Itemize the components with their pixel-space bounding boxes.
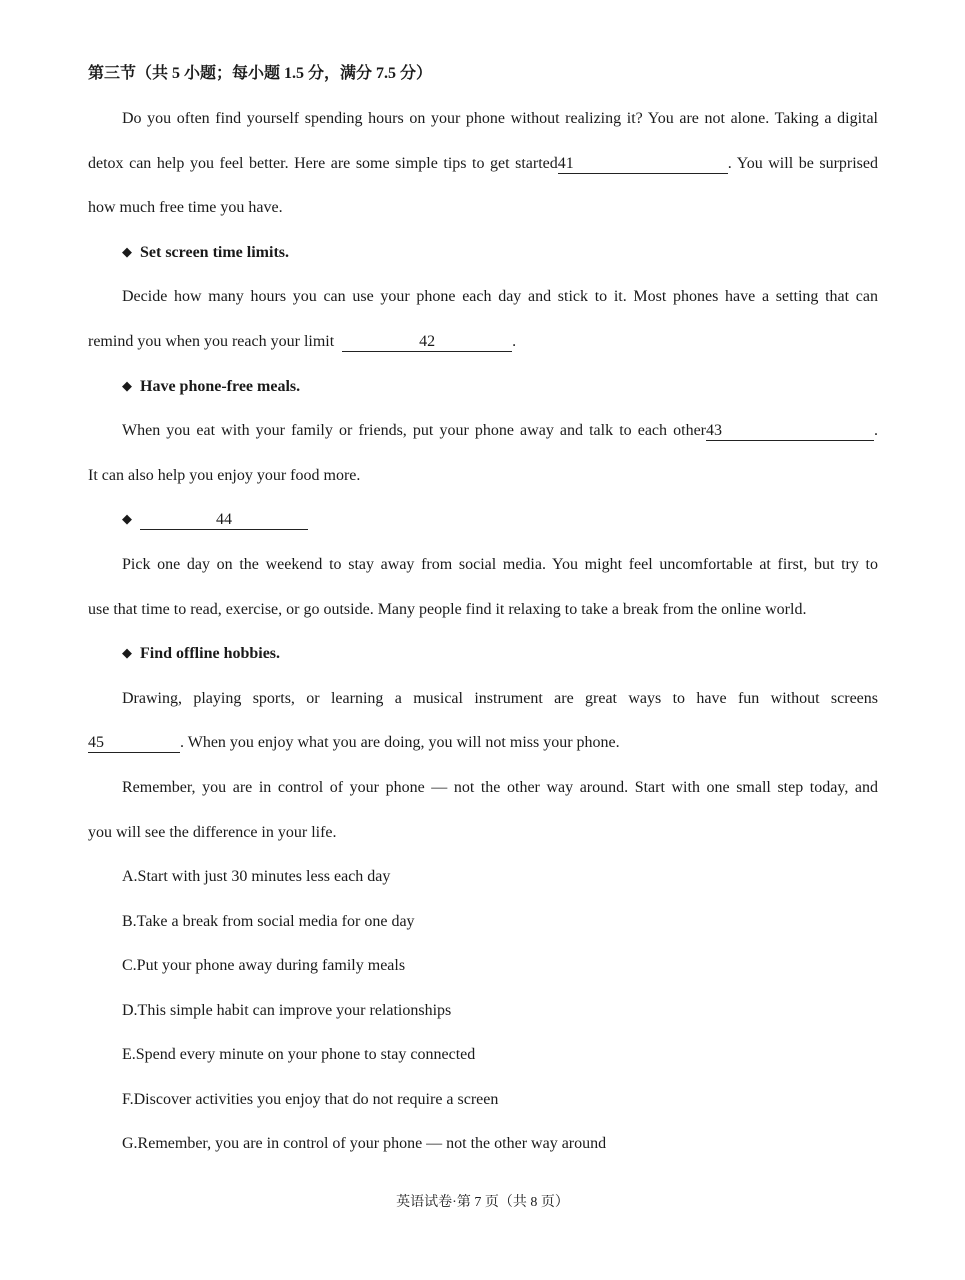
- tip4-line1: Drawing, playing sports, or learning a musical instrument are great ways to have fun without screens: [122, 690, 878, 707]
- para1-line1: Do you often find yourself spending hours on your phone without realizing it? You are not alone. Taking a digital: [122, 110, 878, 127]
- tip2-line1: [122, 421, 878, 441]
- para1-line2: [88, 154, 878, 174]
- tip1-line2-before: remind you when you reach your limit: [88, 333, 335, 350]
- option-a[interactable]: A.Start with just 30 minutes less each day: [122, 868, 391, 885]
- para1-line2-after: . You will be surprised: [727, 155, 879, 172]
- option-f[interactable]: F.Discover activities you enjoy that do not require a screen: [122, 1091, 499, 1108]
- para1-line3: how much free time you have.: [88, 199, 283, 216]
- option-g[interactable]: G.Remember, you are in control of your phone — not the other way around: [122, 1135, 607, 1152]
- section-title: 第三节（共 5 小题；每小题 1.5 分，满分 7.5 分）: [88, 65, 433, 82]
- tip2-heading: Have phone-free meals.: [140, 378, 301, 395]
- option-b[interactable]: B.Take a break from social media for one day: [122, 913, 415, 930]
- tip3-line2: use that time to read, exercise, or go outside. Many people find it relaxing to take a break from the online world.: [88, 601, 807, 618]
- tip2-line2: It can also help you enjoy your food more.: [88, 467, 361, 484]
- tip1-line1: Decide how many hours you can use your phone each day and stick to it. Most phones have a setting that can: [122, 288, 878, 305]
- diamond-bullet-icon: ◆: [122, 645, 132, 660]
- tip4-heading: Find offline hobbies.: [140, 645, 281, 662]
- tip4-line2: [88, 733, 878, 753]
- option-d[interactable]: D.This simple habit can improve your relationships: [122, 1002, 452, 1019]
- conclusion-line2: you will see the difference in your life.: [88, 824, 337, 841]
- diamond-bullet-icon: ◆: [122, 511, 132, 526]
- blank-43[interactable]: 43: [706, 422, 874, 441]
- blank-41[interactable]: 41: [558, 155, 728, 174]
- blank-42[interactable]: 42: [342, 333, 512, 352]
- option-c[interactable]: C.Put your phone away during family meals: [122, 957, 406, 974]
- tip3-line1: Pick one day on the weekend to stay away from social media. You might feel uncomfortable at first, but try to: [122, 556, 878, 573]
- para1-line2-before: detox can help you feel better. Here are some simple tips to get started: [88, 155, 558, 172]
- tip4-line2-after: . When you enjoy what you are doing, you will not miss your phone.: [180, 734, 620, 751]
- tip2-heading-row: [122, 377, 878, 397]
- conclusion-line1: Remember, you are in control of your phone — not the other way around. Start with one small step today, and: [122, 779, 878, 796]
- tip1-line2-after: .: [512, 333, 517, 350]
- tip1-heading-row: [122, 243, 878, 263]
- tip4-heading-row: [122, 644, 878, 664]
- tip2-line1-before: When you eat with your family or friends, put your phone away and talk to each other: [122, 422, 706, 439]
- blank-45[interactable]: 45: [88, 734, 180, 753]
- tip3-heading-row: [122, 510, 878, 530]
- blank-44[interactable]: 44: [140, 511, 308, 530]
- tip2-line1-after: .: [874, 422, 878, 439]
- tip1-heading: Set screen time limits.: [140, 244, 289, 261]
- option-e[interactable]: E.Spend every minute on your phone to stay connected: [122, 1046, 476, 1063]
- tip1-line2: [88, 332, 878, 352]
- diamond-bullet-icon: ◆: [122, 244, 132, 259]
- page-footer: 英语试卷·第 7 页（共 8 页）: [396, 1195, 569, 1210]
- diamond-bullet-icon: ◆: [122, 378, 132, 393]
